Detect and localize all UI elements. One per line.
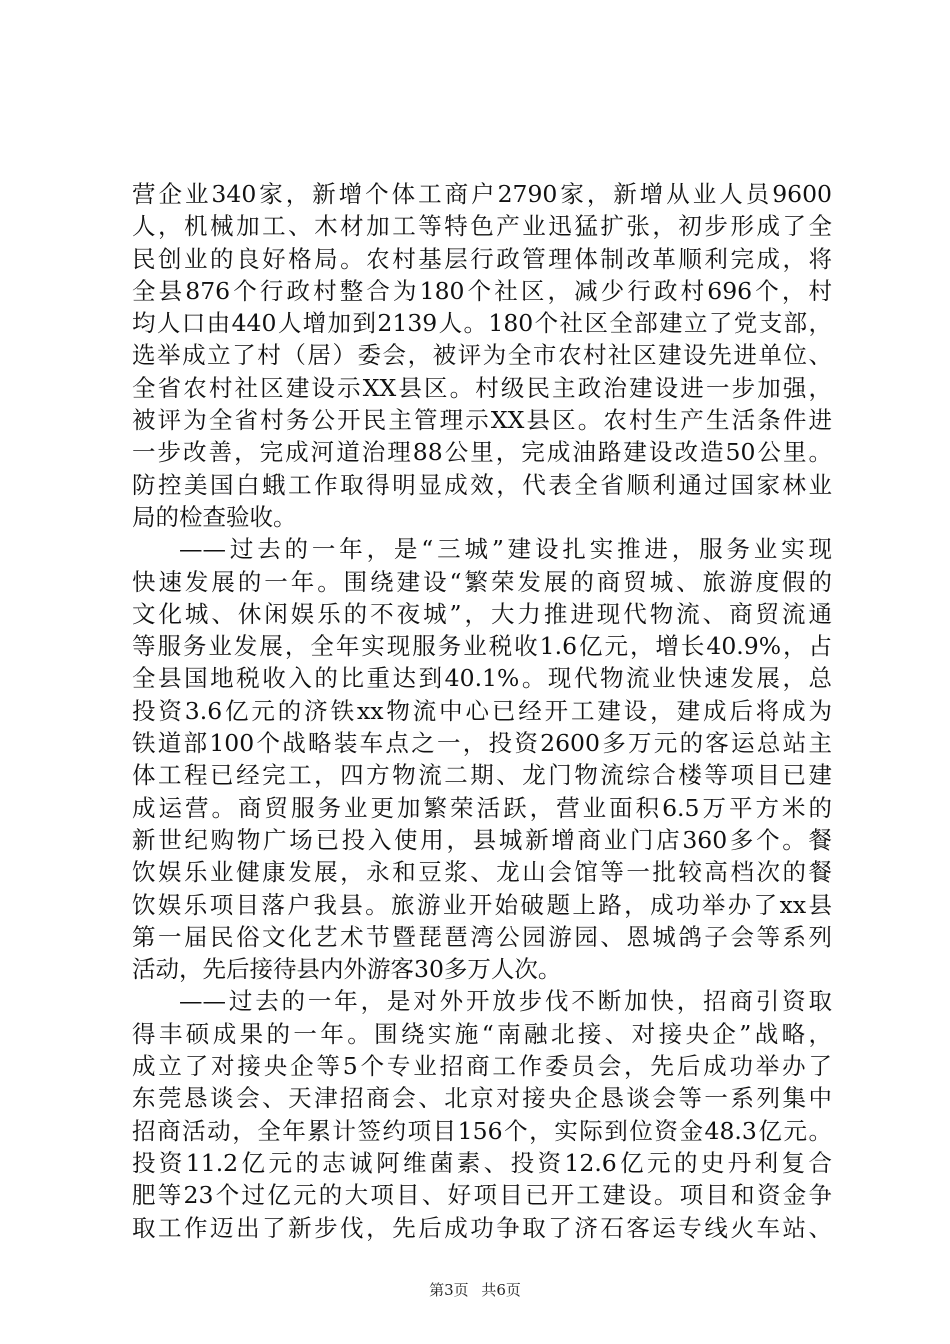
text-line: 第一届民俗文化艺术节暨琵琶湾公园游园、恩城鸽子会等系列	[132, 922, 832, 951]
page-total: 共6页	[481, 1281, 521, 1299]
text-line: ——过去的一年，是“三城”建设扎实推进，服务业实现	[179, 535, 832, 564]
text-line: 全县国地税收入的比重达到40.1%。现代物流业快速发展，总	[132, 664, 832, 693]
text-line: 新世纪购物广场已投入使用，县城新增商业门店360多个。餐	[132, 825, 832, 854]
text-line: 活动，先后接待县内外游客30多万人次。	[132, 955, 562, 984]
text-line: 全县876个行政村整合为180个社区，减少行政村696个，村	[132, 276, 832, 305]
text-line: 东莞恳谈会、天津招商会、北京对接央企恳谈会等一系列集中	[132, 1084, 832, 1113]
text-line: 人，机械加工、木材加工等特色产业迅猛扩张，初步形成了全	[132, 212, 832, 241]
page-footer	[0, 1280, 950, 1300]
text-line: 全省农村社区建设示XX县区。村级民主政治建设进一步加强，	[132, 373, 832, 402]
text-line: 等服务业发展，全年实现服务业税收1.6亿元，增长40.9%，占	[132, 632, 832, 661]
text-line: 被评为全省村务公开民主管理示XX县区。农村生产生活条件进	[132, 406, 832, 435]
document-body	[132, 178, 832, 1244]
text-line: 铁道部100个战略装车点之一，投资2600多万元的客运总站主	[132, 729, 832, 758]
text-line: 得丰硕成果的一年。围绕实施“南融北接、对接央企”战略，	[132, 1019, 832, 1048]
text-line: 防控美国白蛾工作取得明显成效，代表全省顺利通过国家林业	[132, 470, 832, 499]
text-line: 饮娱乐项目落户我县。旅游业开始破题上路，成功举办了xx县	[132, 890, 832, 919]
text-line: 投资3.6亿元的济铁xx物流中心已经开工建设，建成后将成为	[132, 696, 832, 725]
text-line: 文化城、休闲娱乐的不夜城”，大力推进现代物流、商贸流通	[132, 599, 832, 628]
text-line: 快速发展的一年。围绕建设“繁荣发展的商贸城、旅游度假的	[132, 567, 832, 596]
text-line: 一步改善，完成河道治理88公里，完成油路建设改造50公里。	[132, 438, 832, 467]
text-line: 民创业的良好格局。农村基层行政管理体制改革顺利完成，将	[132, 244, 832, 273]
text-line: 成运营。商贸服务业更加繁荣活跃，营业面积6.5万平方米的	[132, 793, 832, 822]
text-line: 投资11.2亿元的志诚阿维菌素、投资12.6亿元的史丹利复合	[132, 1148, 832, 1177]
page-number: 第3页	[429, 1281, 469, 1299]
text-line: 营企业340家，新增个体工商户2790家，新增从业人员9600	[132, 180, 832, 208]
text-line: ——过去的一年，是对外开放步伐不断加快，招商引资取	[179, 987, 832, 1016]
text-line: 取工作迈出了新步伐，先后成功争取了济石客运专线火车站、	[132, 1213, 832, 1242]
text-line: 肥等23个过亿元的大项目、好项目已开工建设。项目和资金争	[132, 1181, 832, 1210]
text-line: 均人口由440人增加到2139人。180个社区全部建立了党支部，	[132, 309, 832, 338]
text-line: 饮娱乐业健康发展，永和豆浆、龙山会馆等一批较高档次的餐	[132, 858, 832, 887]
text-line: 选举成立了村（居）委会，被评为全市农村社区建设先进单位、	[132, 341, 832, 370]
text-line: 体工程已经完工，四方物流二期、龙门物流综合楼等项目已建	[132, 761, 832, 790]
text-line: 成立了对接央企等5个专业招商工作委员会，先后成功举办了	[132, 1052, 832, 1081]
text-line: 局的检查验收。	[132, 502, 297, 531]
text-line: 招商活动，全年累计签约项目156个，实际到位资金48.3亿元。	[132, 1116, 832, 1145]
